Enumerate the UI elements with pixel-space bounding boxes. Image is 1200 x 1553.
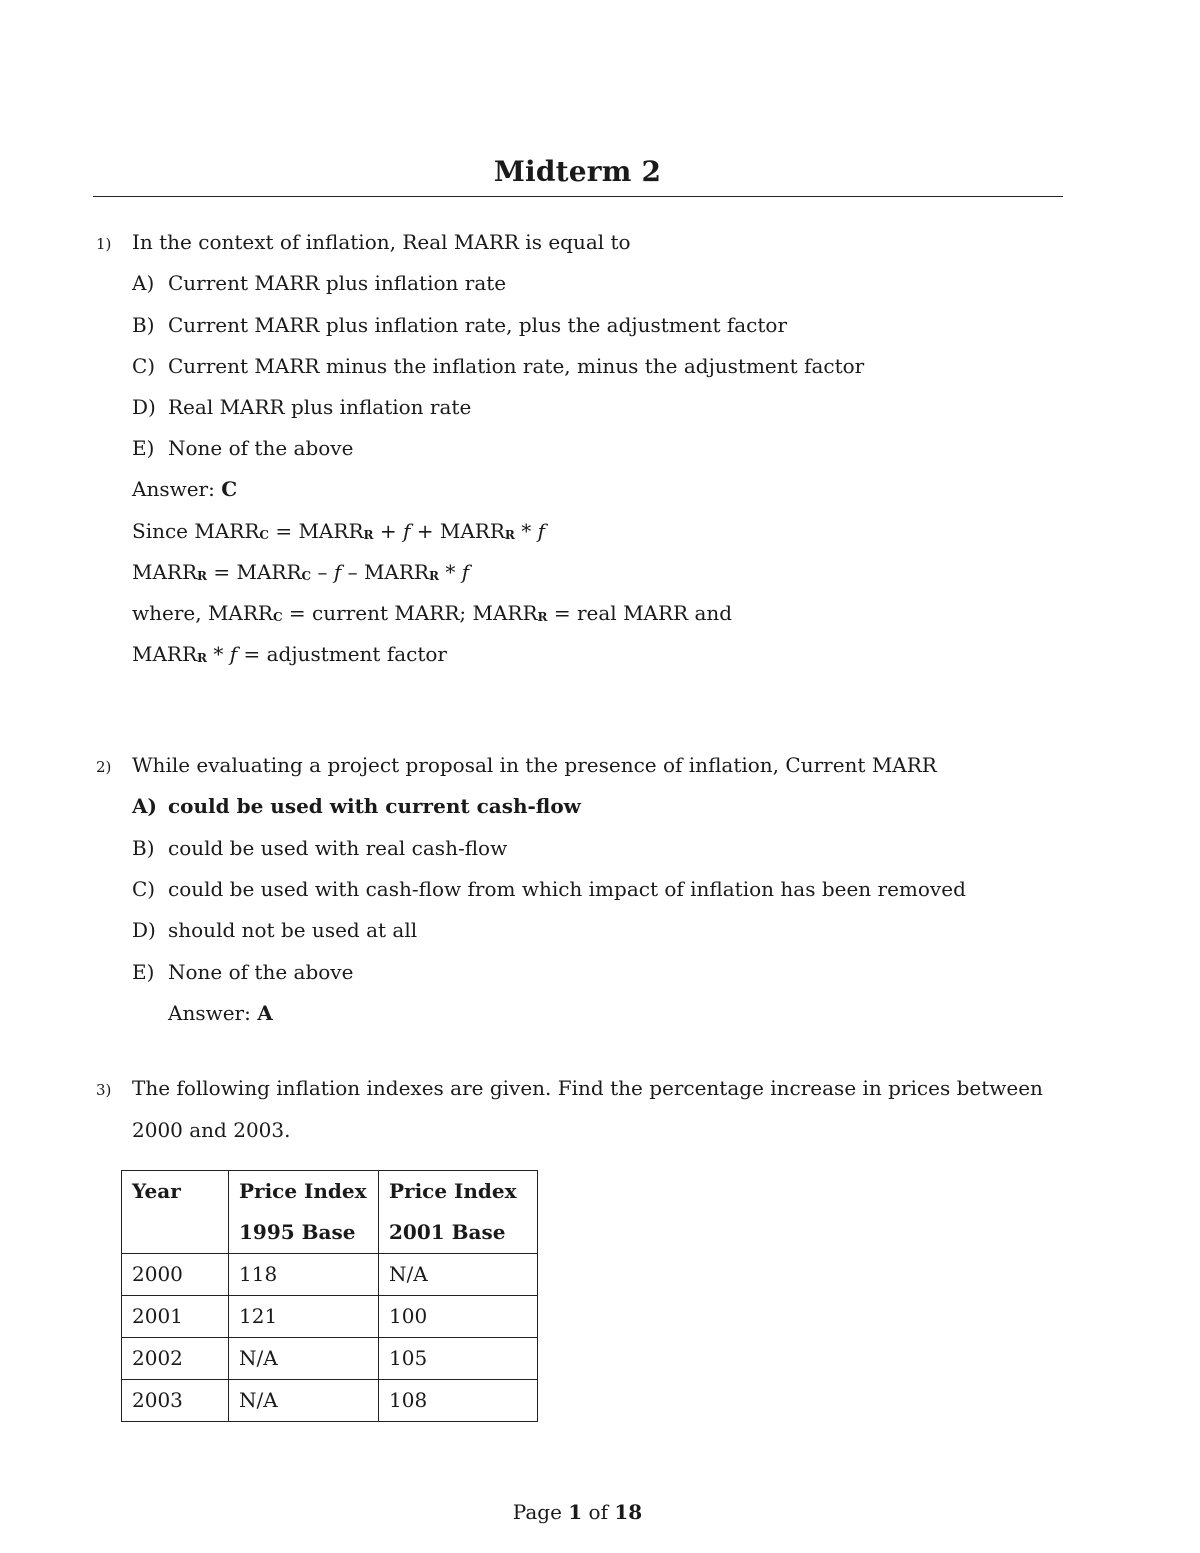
formula-subscript: R	[504, 528, 515, 542]
option-letter: C)	[132, 354, 156, 378]
option-letter: D)	[132, 395, 156, 419]
formula-subscript: R	[363, 528, 374, 542]
formula-variable: f	[229, 642, 238, 666]
table-cell: 2002	[122, 1338, 229, 1380]
footer-text: of	[582, 1500, 615, 1524]
table-cell: 121	[229, 1296, 379, 1338]
formula-text: where, MARR	[132, 601, 273, 625]
title-divider	[93, 196, 1063, 197]
q1-option-e	[132, 436, 353, 460]
q2-answer	[168, 1001, 273, 1025]
q1-answer	[132, 477, 237, 501]
q1-option-b	[132, 313, 787, 337]
formula-variable: f	[537, 519, 545, 543]
formula-subscript: C	[301, 569, 312, 583]
answer-label: Answer:	[168, 1001, 258, 1025]
option-letter: B)	[132, 313, 155, 337]
table-row	[122, 1254, 538, 1296]
current-page-number: 1	[568, 1500, 583, 1524]
option-text: None of the above	[168, 960, 354, 984]
q1-formula-3	[132, 601, 732, 629]
q2-option-a	[132, 794, 581, 818]
formula-text: = MARR	[207, 560, 302, 584]
option-letter: E)	[132, 436, 155, 460]
formula-text: MARR	[132, 560, 198, 584]
header-line: 1995 Base	[239, 1220, 356, 1244]
answer-label: Answer:	[132, 477, 222, 501]
table-cell: 2003	[122, 1380, 229, 1422]
table-cell: 105	[379, 1338, 538, 1380]
option-letter: C)	[132, 877, 156, 901]
answer-value: C	[221, 477, 238, 501]
table-cell: 118	[229, 1254, 379, 1296]
question-3-number: 3)	[96, 1081, 112, 1099]
table-header-cell	[122, 1171, 229, 1254]
table-row	[122, 1296, 538, 1338]
formula-variable: f	[461, 560, 470, 584]
header-line: Price Index	[389, 1179, 517, 1203]
formula-text: = MARR	[268, 519, 364, 543]
formula-text: *	[207, 642, 230, 666]
option-text: Current MARR plus inflation rate	[168, 271, 507, 295]
q2-option-c	[132, 877, 966, 901]
table-cell: 100	[379, 1296, 538, 1338]
option-text: could be used with cash-flow from which impact of inflation has been removed	[168, 877, 966, 901]
formula-text: Since MARR	[132, 519, 260, 543]
option-text: Real MARR plus inflation rate	[168, 395, 472, 419]
formula-text: – MARR	[341, 560, 429, 584]
page-footer	[0, 1500, 1155, 1524]
table-cell: N/A	[229, 1380, 379, 1422]
formula-subscript: C	[273, 610, 283, 624]
question-2-number: 2)	[96, 758, 112, 776]
formula-text: = current MARR; MARR	[282, 601, 538, 625]
table-row	[122, 1338, 538, 1380]
price-index-table	[121, 1170, 538, 1422]
question-3-stem-line-2: 2000 and 2003.	[132, 1118, 291, 1142]
total-page-count: 18	[614, 1500, 643, 1524]
option-letter: A)	[132, 794, 157, 818]
option-text: Current MARR minus the inflation rate, minus the adjustment factor	[168, 354, 865, 378]
option-letter: B)	[132, 836, 155, 860]
formula-subscript: R	[197, 651, 208, 665]
footer-text: Page	[512, 1500, 569, 1524]
q1-option-c	[132, 354, 864, 378]
q1-formula-4	[132, 642, 447, 670]
page-title: Midterm 2	[493, 155, 662, 188]
q1-formula-1	[132, 519, 545, 547]
q2-option-e	[132, 960, 353, 984]
header-line: Year	[132, 1179, 181, 1203]
question-2-stem: While evaluating a project proposal in the presence of inflation, Current MARR	[132, 753, 937, 777]
q2-option-d	[132, 918, 417, 942]
question-1-stem: In the context of inflation, Real MARR is equal to	[132, 230, 631, 254]
table-cell: 108	[379, 1380, 538, 1422]
option-letter: D)	[132, 918, 156, 942]
formula-text: *	[438, 560, 462, 584]
option-text: could be used with real cash-flow	[168, 836, 508, 860]
formula-subscript: R	[429, 569, 439, 583]
option-text: should not be used at all	[168, 918, 418, 942]
option-text: could be used with current cash-flow	[168, 794, 581, 818]
q1-formula-2	[132, 560, 469, 588]
question-3-stem-line-1: The following inflation indexes are given. Find the percentage increase in prices between	[132, 1076, 1043, 1100]
table-header-cell	[379, 1171, 538, 1254]
table-cell: 2000	[122, 1254, 229, 1296]
table-cell: N/A	[379, 1254, 538, 1296]
header-line: Price Index	[239, 1179, 367, 1203]
table-row	[122, 1380, 538, 1422]
option-letter: A)	[132, 271, 155, 295]
formula-variable: f	[402, 519, 411, 543]
formula-text: + MARR	[410, 519, 505, 543]
formula-subscript: R	[197, 569, 208, 583]
formula-subscript: C	[259, 528, 269, 542]
formula-text: *	[514, 519, 538, 543]
table-cell: N/A	[229, 1338, 379, 1380]
formula-text: = real MARR and	[547, 601, 733, 625]
header-line: 2001 Base	[389, 1220, 506, 1244]
question-1-number: 1)	[96, 235, 112, 253]
table-header-row	[122, 1171, 538, 1254]
answer-value: A	[257, 1001, 273, 1025]
q2-option-b	[132, 836, 507, 860]
table-header-cell	[229, 1171, 379, 1254]
formula-text: MARR	[132, 642, 198, 666]
q1-option-d	[132, 395, 471, 419]
option-text: Current MARR plus inflation rate, plus the adjustment factor	[168, 313, 788, 337]
formula-variable: f	[333, 560, 342, 584]
formula-text: –	[311, 560, 334, 584]
q1-option-a	[132, 271, 506, 295]
option-text: None of the above	[168, 436, 354, 460]
formula-subscript: R	[537, 610, 548, 624]
option-letter: E)	[132, 960, 155, 984]
formula-text: +	[373, 519, 403, 543]
formula-text: = adjustment factor	[237, 642, 447, 666]
table-cell: 2001	[122, 1296, 229, 1338]
